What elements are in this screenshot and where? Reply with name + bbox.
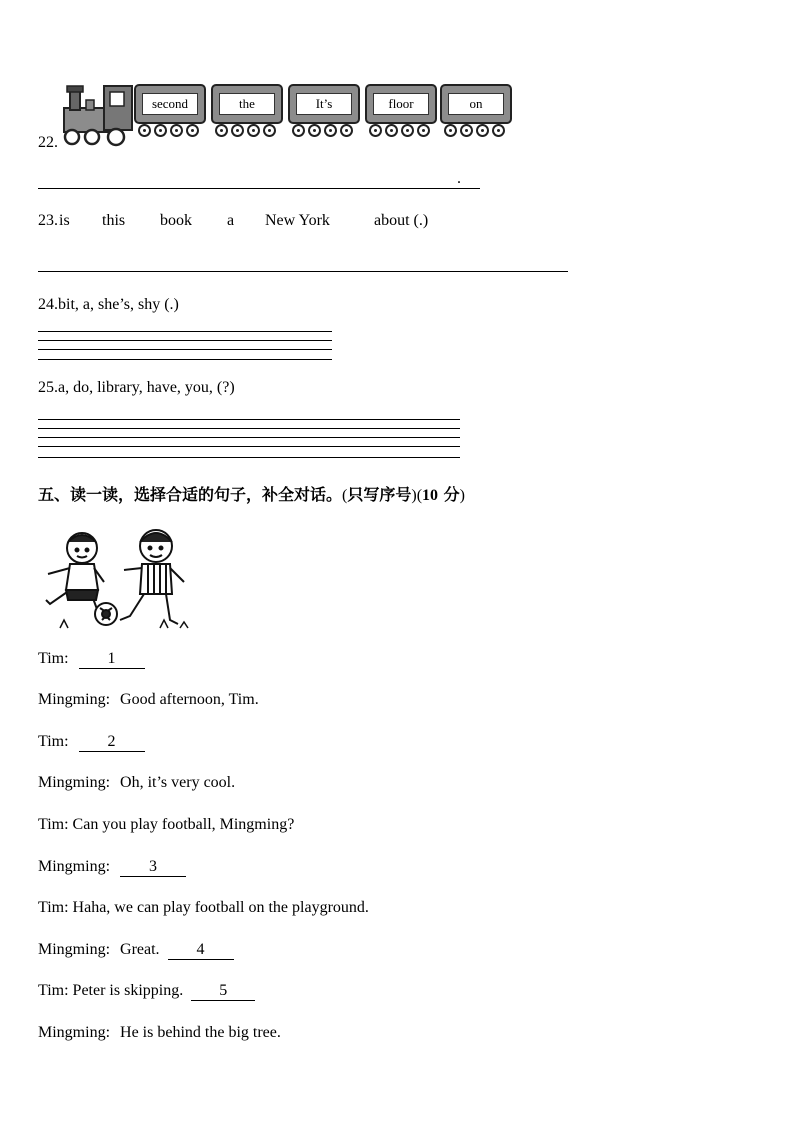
train-car-4 xyxy=(365,84,437,124)
answer-22-end-mark: . xyxy=(457,170,461,187)
train-car-1 xyxy=(134,84,206,124)
dialogue-line-8 xyxy=(38,941,234,960)
question-22-number: 22. xyxy=(38,134,58,151)
dialogue-text: He is behind the big tree. xyxy=(120,1024,281,1041)
dialogue-line-3 xyxy=(38,733,145,752)
blank-1[interactable]: 1 xyxy=(79,650,145,669)
question-23-number: 23. xyxy=(38,212,58,229)
train-word-1: second xyxy=(142,93,198,115)
blank-2[interactable]: 2 xyxy=(79,733,145,752)
speaker: Tim: xyxy=(38,816,69,833)
speaker: Mingming: xyxy=(38,691,111,708)
dialogue-line-6 xyxy=(38,858,186,877)
train-car-5 xyxy=(440,84,512,124)
section-5-heading-cn: 五、读一读，选择合适的句子，补全对话。 xyxy=(38,485,343,504)
speaker: Tim: xyxy=(38,899,69,916)
q23-word-2: this xyxy=(102,212,126,229)
q23-word-4: a xyxy=(227,212,235,229)
dialogue-line-7 xyxy=(38,899,369,917)
dialogue-line-9 xyxy=(38,982,255,1001)
speaker: Mingming: xyxy=(38,941,111,958)
heading-paren-open: ( xyxy=(342,487,348,504)
answer-line-24[interactable] xyxy=(38,349,332,350)
train-word-3: It’s xyxy=(296,93,352,115)
train-car-2 xyxy=(211,84,283,124)
boys-playing-football-image xyxy=(40,520,190,632)
question-23 xyxy=(38,212,558,234)
speaker: Tim: xyxy=(38,982,69,999)
heading-cn2: 只写序号 xyxy=(347,485,412,504)
question-25: 25.a, do, library, have, you, (?) xyxy=(38,379,235,396)
speaker: Mingming: xyxy=(38,774,111,791)
speaker: Mingming: xyxy=(38,858,111,875)
train-illustration xyxy=(60,80,520,148)
dialogue-text: Good afternoon, Tim. xyxy=(120,691,259,708)
section-5-heading xyxy=(38,482,465,505)
heading-score-close: ) xyxy=(459,487,465,504)
answer-line-24[interactable] xyxy=(38,331,332,332)
answer-line-25[interactable] xyxy=(38,428,460,429)
dialogue-text: Peter is skipping. xyxy=(72,982,184,999)
dialogue-line-4 xyxy=(38,774,235,792)
heading-score-cn: 分 xyxy=(438,485,460,504)
q23-word-1: is xyxy=(59,212,70,229)
q23-word-6: about (.) xyxy=(374,212,429,229)
blank-5[interactable]: 5 xyxy=(191,982,255,1001)
dialogue-text: Great. xyxy=(120,941,160,958)
dialogue-line-10 xyxy=(38,1024,281,1042)
dialogue-line-1 xyxy=(38,650,145,669)
answer-line-25[interactable] xyxy=(38,437,460,438)
heading-score: 10 xyxy=(422,487,439,504)
heading-score-open: ( xyxy=(416,487,423,504)
answer-line-24[interactable] xyxy=(38,359,332,360)
dialogue-text: Can you play football, Mingming? xyxy=(72,816,295,833)
speaker: Mingming: xyxy=(38,1024,111,1041)
train-word-5: on xyxy=(448,93,504,115)
speaker: Tim: xyxy=(38,650,69,667)
answer-line-22[interactable] xyxy=(38,188,480,189)
answer-line-25[interactable] xyxy=(38,446,460,447)
answer-line-23[interactable] xyxy=(38,271,568,272)
heading-paren-close: ) xyxy=(411,487,417,504)
answer-line-25[interactable] xyxy=(38,419,460,420)
q23-word-3: book xyxy=(160,212,192,229)
blank-4[interactable]: 4 xyxy=(168,941,234,960)
dialogue-line-5 xyxy=(38,816,294,834)
speaker: Tim: xyxy=(38,733,69,750)
train-car-3 xyxy=(288,84,360,124)
q23-word-5: New York xyxy=(265,212,330,229)
train-word-4: floor xyxy=(373,93,429,115)
train-word-2: the xyxy=(219,93,275,115)
answer-line-24[interactable] xyxy=(38,340,332,341)
dialogue-text: Oh, it’s very cool. xyxy=(120,774,236,791)
answer-line-25[interactable] xyxy=(38,457,460,458)
dialogue-line-2 xyxy=(38,691,259,709)
dialogue-text: Haha, we can play football on the playground. xyxy=(72,899,369,916)
blank-3[interactable]: 3 xyxy=(120,858,186,877)
question-24: 24.bit, a, she’s, shy (.) xyxy=(38,296,179,313)
locomotive-icon xyxy=(60,80,136,148)
